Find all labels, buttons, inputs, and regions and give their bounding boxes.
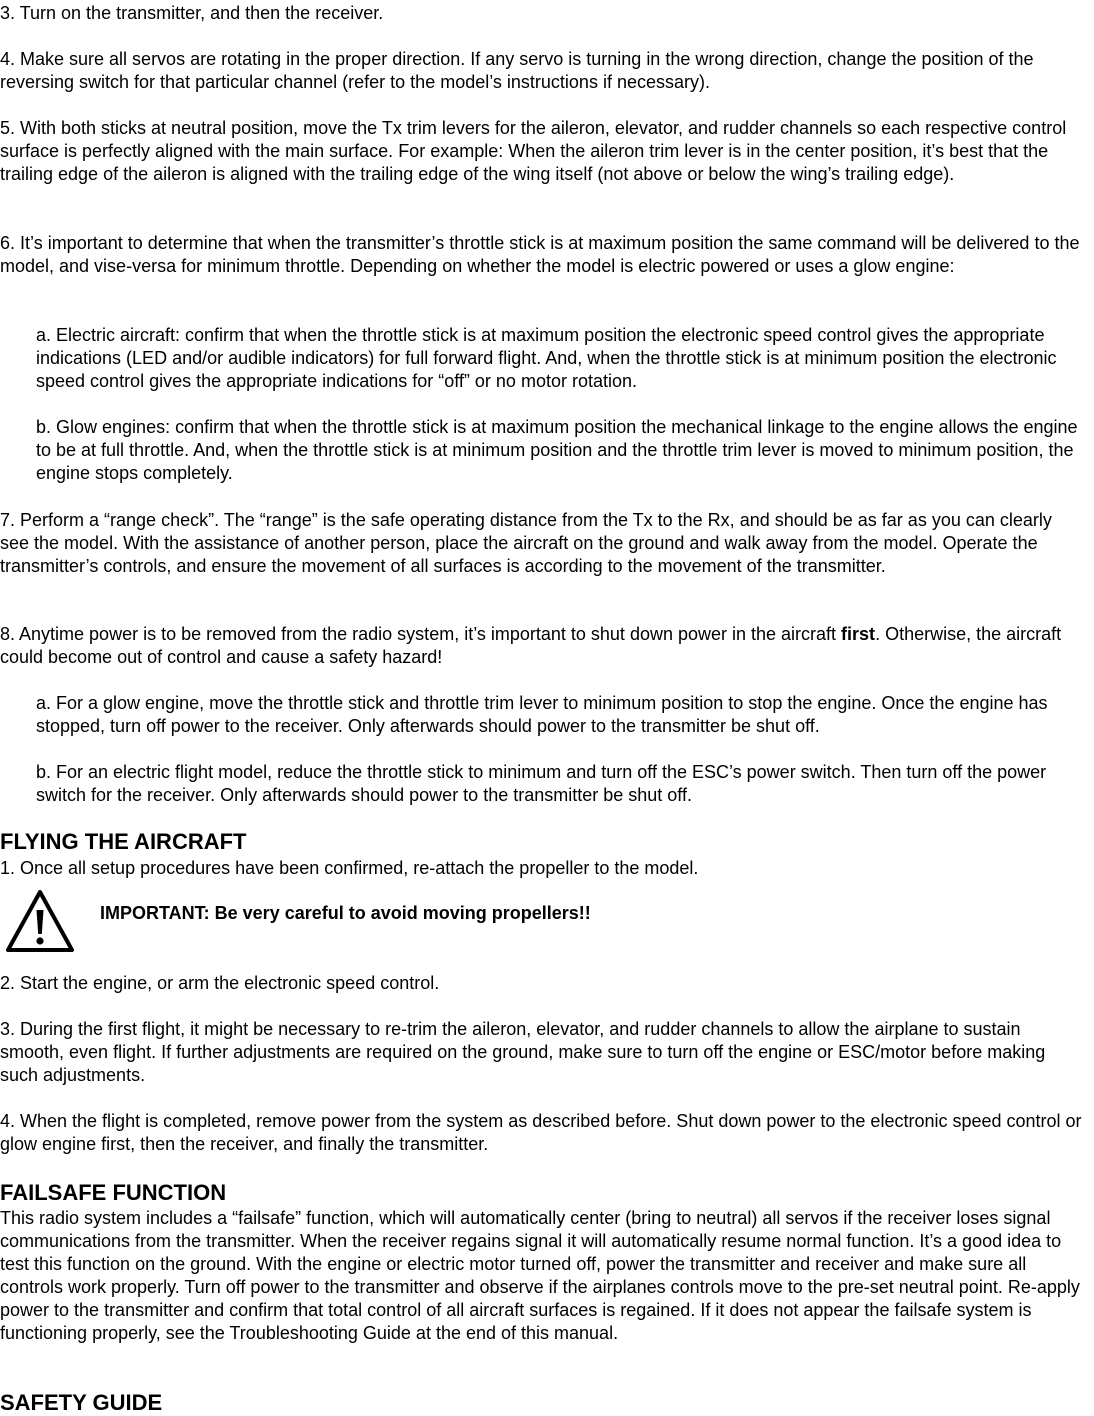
setup-step-8a: a. For a glow engine, move the throttle stick and throttle trim lever to minimum position to stop the engine. Once the engine has stopped, turn off power to the receiver. Only afterwards should power to the transmitter be shut off. [36,693,1048,736]
flying-step-3: 3. During the first flight, it might be necessary to re-trim the aileron, elevator, and rudder channels to allow the airplane to sustain smooth, even flight. If further adjustments are required on the ground, make sure to turn off the engine or ESC/motor before making such adjustments. [0,1019,1046,1085]
failsafe-body: This radio system includes a “failsafe” function, which will automatically center (bring to neutral) all servos if the receiver loses signal communications from the transmitter. When the receiver regains signal it will automatically resume normal function. It’s a good idea to test this function on the ground. With the engine or electric motor turned off, power the transmitter and receiver and make sure all controls work properly. Turn off power to the transmitter and observe if the airplanes controls move to the pre-set neutral point. Re-apply power to the transmitter and confirm that total control of all aircraft surfaces is regained. If it does not appear the failsafe system is functioning properly, see the Troubleshooting Guide at the end of this manual. [0,1208,1080,1343]
flying-heading: FLYING THE AIRCRAFT [0,829,247,854]
flying-step-1: 1. Once all setup procedures have been confirmed, re-attach the propeller to the model. [0,858,699,878]
setup-step-5: 5. With both sticks at neutral position, move the Tx trim levers for the aileron, elevator, and rudder channels so each respective control surface is perfectly aligned with the main surface. For example: When the aileron trim lever is in the center position, it’s best that the trailing edge of the aileron is aligned with the trailing edge of the wing itself (not above or below the wing’s trailing edge). [0,118,1067,184]
setup-step-7: 7. Perform a “range check”. The “range” is the safe operating distance from the Tx to the Rx, and should be as far as you can clearly see the model. With the assistance of another person, place the aircraft on the ground and walk away from the model. Operate the transmitter’s controls, and ensure the movement of all surfaces is according to the movement of the transmitter. [0,510,1052,576]
setup-step-8 [0,623,1084,669]
setup-step-4: 4. Make sure all servos are rotating in the proper direction. If any servo is turning in the wrong direction, change the position of the reversing switch for that particular channel (refer to the model’s instructions if necessary). [0,49,1034,92]
setup-step-6: 6. It’s important to determine that when the transmitter’s throttle stick is at maximum position the same command will be delivered to the model, and vise-versa for minimum throttle. Depending on whether the model is electric powered or uses a glow engine: [0,233,1080,276]
setup-step-8-emphasis: first [841,624,876,644]
setup-step-3: 3. Turn on the transmitter, and then the receiver. [0,3,384,23]
warning-triangle-icon [4,888,76,954]
setup-step-8-text-start: 8. Anytime power is to be removed from the radio system, it’s important to shut down power in the aircraft [0,624,842,644]
setup-step-6a: a. Electric aircraft: confirm that when the throttle stick is at maximum position the electronic speed control gives the appropriate indications (LED and/or audible indicators) for full forward flight. And, when the throttle stick is at minimum position the electronic speed control gives the appropriate indications for “off” or no motor rotation. [36,325,1057,391]
setup-step-6b: b. Glow engines: confirm that when the throttle stick is at maximum position the mechanical linkage to the engine allows the engine to be at full throttle. And, when the throttle stick is at minimum position and the throttle trim lever is moved to minimum position, the engine stops completely. [36,417,1078,483]
flying-step-2: 2. Start the engine, or arm the electronic speed control. [0,973,440,993]
safety-heading: SAFETY GUIDE [0,1390,163,1415]
failsafe-heading: FAILSAFE FUNCTION [0,1180,227,1205]
warning-text: IMPORTANT: Be very careful to avoid moving propellers!! [100,903,591,923]
setup-step-8-text-end: . Otherwise, the aircraft could become out of control and cause a safety hazard! [0,624,1062,667]
flying-step-4: 4. When the flight is completed, remove power from the system as described before. Shut down power to the electronic speed control or glow engine first, then the receiver, and finally the transmitter. [0,1111,1082,1154]
setup-step-8b: b. For an electric flight model, reduce the throttle stick to minimum and turn off the ESC’s power switch. Then turn off the power switch for the receiver. Only afterwards should power to the transmitter be shut off. [36,762,1047,805]
